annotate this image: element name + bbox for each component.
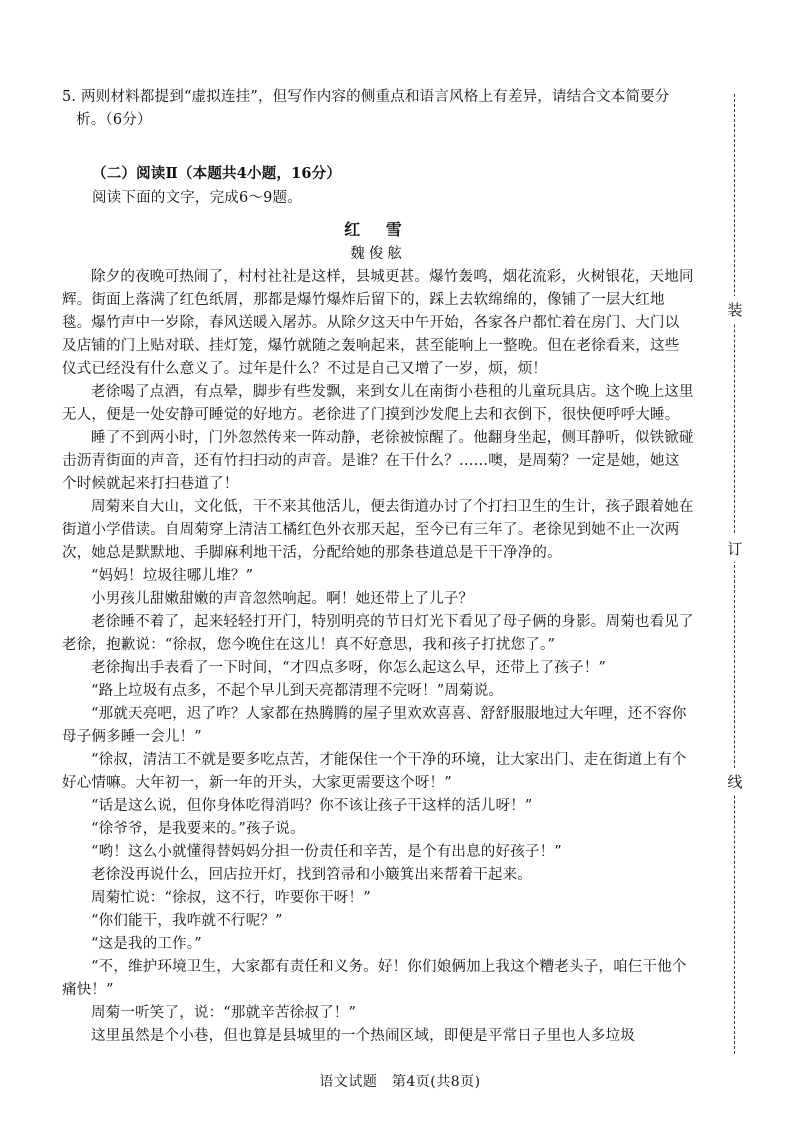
paragraph: 这里虽然是个小巷，但也算是县城里的一个热闹区域，即便是平常日子里也人多垃圾 <box>91 1028 635 1044</box>
paragraph: “徐爷爷，是我要来的。”孩子说。 <box>91 821 305 837</box>
paragraph: “妈妈！垃圾往哪儿堆？” <box>91 568 254 584</box>
paragraph: 周菊忙说：“徐叔，这不行，咋要你干呀！” <box>91 890 371 906</box>
article-title: 红 雪 <box>344 220 412 239</box>
paragraph: “徐叔，清洁工不就是要多吃点苦，才能保住一个干净的环境，让大家出门、走在街道上有个好心情嘛。大年初一，新一年的开头，大家更需要这个呀！” <box>62 752 687 791</box>
question-5: 5. 两则材料都提到“虚拟连挂”，但写作内容的侧重点和语言风格上有差异，请结合文本简要分析。（6分） <box>62 89 670 128</box>
paragraph: 除夕的夜晚可热闹了，村村社社是这样，县城更甚。爆竹轰鸣，烟花流彩，火树银花，天地同辉。街面上落满了红色纸屑，那都是爆竹爆炸后留下的，踩上去软绵绵的，像铺了一层大红地毯。爆竹声中一岁除，春风送暖入屠苏。从除夕这天中午开始，各家各户都忙着在房门、大门以及店铺的门上贴对联、挂灯笼，爆竹就随之轰响起来，甚至能响上一整晚。但在老徐看来，这些仪式已经没有什么意义了。过年是什么？不过是自己又增了一岁，烦，烦！ <box>62 269 694 377</box>
paragraph: “路上垃圾有点多，不起个早儿到天亮都清理不完呀！”周菊说。 <box>91 683 504 699</box>
binding-mark-zhuang: 装 <box>726 296 744 323</box>
binding-dashed-line <box>734 94 735 1054</box>
section-instruction: 阅读下面的文字，完成6～9题。 <box>92 190 302 206</box>
article-author: 魏俊舷 <box>350 246 406 262</box>
paragraph: “话是这么说，但你身体吃得消吗？你不该让孩子干这样的活儿呀！” <box>91 798 533 814</box>
paragraph: “哟！这么小就懂得替妈妈分担一份责任和辛苦，是个有出息的好孩子！” <box>91 844 562 860</box>
paragraph: “那就天亮吧，迟了咋？人家都在热腾腾的屋子里欢欢喜喜、舒舒服服地过大年哩，还不容你母子俩多睡一会儿！” <box>62 706 687 745</box>
binding-mark-xian: 线 <box>726 768 744 795</box>
paragraph: 老徐没再说什么，回店拉开灯，找到笤帚和小簸箕出来帮着干起来。 <box>91 867 532 883</box>
paragraph: 周菊一听笑了，说：“那就辛苦徐叔了！” <box>91 1005 357 1021</box>
paragraph: 老徐喝了点酒，有点晕，脚步有些发飘，来到女儿在南街小巷租的儿童玩具店。这个晚上这里无人，便是一处安静可睡觉的好地方。老徐进了门摸到沙发爬上去和衣倒下，很快便呼呼大睡。 <box>62 384 694 423</box>
section-heading: （二）阅读Ⅱ（本题共4小题，16分） <box>92 165 342 182</box>
paragraph: 老徐掏出手表看了一下时间，“才四点多呀，你怎么起这么早，还带上了孩子！” <box>91 660 607 676</box>
paragraph: “你们能干，我咋就不行呢？” <box>91 913 283 929</box>
article-body <box>62 266 694 1048</box>
paragraph: “不，维护环境卫生，大家都有责任和义务。好！你们娘俩加上我这个糟老头子，咱仨干他个痛快！” <box>62 959 687 998</box>
paragraph: “这是我的工作。” <box>91 936 202 952</box>
paragraph: 周菊来自大山，文化低，干不来其他活儿，便去街道办讨了个打扫卫生的生计，孩子跟着她在街道小学借读。自周菊穿上清洁工橘红色外衣那天起，至今已有三年了。老徐见到她不止一次两次，她总是默默地、手脚麻利地干活，分配给她的那条巷道总是干干净净的。 <box>62 499 694 561</box>
paragraph: 睡了不到两小时，门外忽然传来一阵动静，老徐被惊醒了。他翻身坐起，侧耳静听，似铁锨碰击沥青街面的声音，还有竹扫扫动的声音。是谁？在干什么？……噢，是周菊？一定是她，她这个时候就起来打扫巷道了！ <box>62 430 694 492</box>
page-content <box>62 86 694 1048</box>
paragraph: 小男孩儿甜嫩甜嫩的声音忽然响起。啊！她还带上了儿子？ <box>91 591 474 607</box>
binding-mark-ding: 订 <box>726 535 744 562</box>
page-footer: 语文试题 第4页(共8页) <box>319 1074 481 1090</box>
paragraph: 老徐睡不着了，起来轻轻打开门，特别明亮的节日灯光下看见了母子俩的身影。周菊也看见了老徐，抱歉说：“徐叔，您今晚住在这儿！真不好意思，我和孩子打扰您了。” <box>62 614 694 653</box>
